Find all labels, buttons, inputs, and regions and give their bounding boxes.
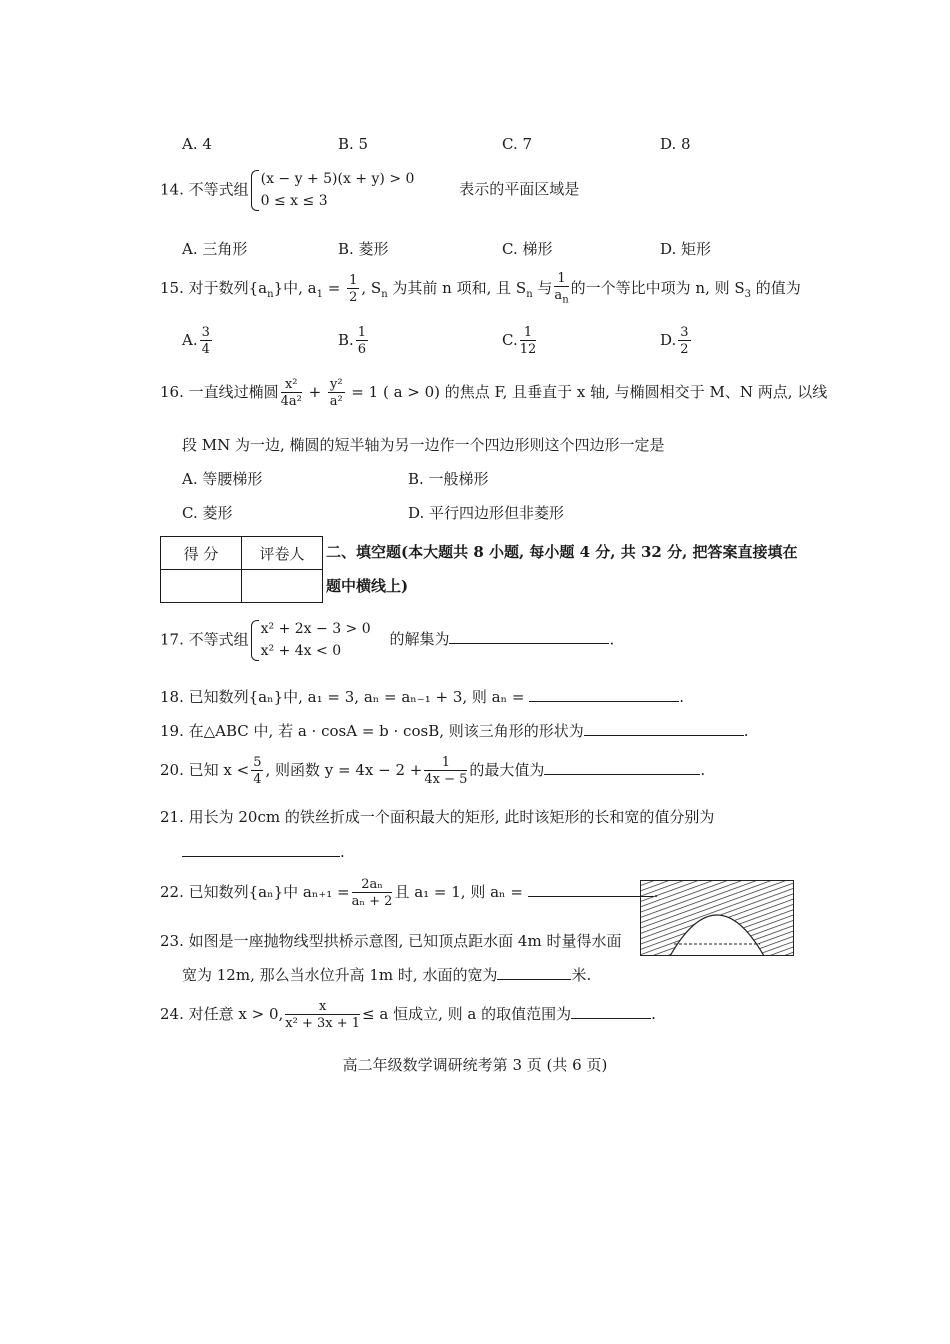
fraction: $\frac{1}{2}$ — [349, 272, 358, 305]
inequality-system: (x − y + 5)(x + y) > 0 0 ≤ x ≤ 3 — [249, 168, 415, 213]
q13-option-a: A. 4 — [182, 135, 212, 153]
score-cell — [161, 570, 242, 603]
score-header: 得 分 — [161, 537, 242, 570]
answer-blank[interactable] — [571, 1004, 651, 1019]
question-16-line2: 段 MN 为一边, 椭圆的短半轴为另一边作一个四边形则这个四边形一定是 — [182, 436, 665, 454]
q14-option-b: B. 菱形 — [338, 240, 389, 258]
grader-header: 评卷人 — [242, 537, 323, 570]
q14-option-a: A. 三角形 — [182, 240, 248, 258]
q16-option-c: C. 菱形 — [182, 504, 233, 522]
q16-option-b: B. 一般梯形 — [408, 470, 489, 488]
page-footer: 高二年级数学调研统考第 3 页 (共 6 页) — [342, 1056, 608, 1074]
answer-blank[interactable] — [544, 760, 700, 775]
question-15: 15. 对于数列$\{a_n\}$中, $a_1$ = $\frac{1}{2}$ , $S_n$ 为其前 n 项和, 且 $S_n$ 与 $\frac{1}{a_n}$ 的一个等比中项为 n, 则 $S_3$ 的值为 — [160, 271, 801, 306]
question-14: 14. 不等式组 (x − y + 5)(x + y) > 0 0 ≤ x ≤ 3 表示的平面区域是 — [160, 168, 579, 213]
question-22: 22. 已知数列{aₙ}中 aₙ₊₁ = $\frac{\text{2aₙ}}{\text{aₙ + 2}}$ 且 a₁ = 1, 则 aₙ = — [160, 878, 658, 908]
question-24: 24. 对任意 x > 0, $\frac{x}{\text{x² + 3x + 1}}$ ≤ a 恒成立, 则 a 的取值范围为 . — [160, 999, 656, 1031]
question-16: 16. 一直线过椭圆 $\frac{\text{x²}}{\text{4a²}}$ + $\frac{\text{y²}}{\text{a²}}$ = 1 ( a > 0) 的焦点 F, 且垂直于 x 轴, 与椭圆相交于 M、N 两点, 以线 — [160, 377, 828, 409]
q15-option-d: D. $\frac{3}{2}$ — [660, 325, 689, 357]
question-21: 21. 用长为 20cm 的铁丝折成一个面积最大的矩形, 此时该矩形的长和宽的值分别为 — [160, 808, 715, 826]
q16-option-d: D. 平行四边形但非菱形 — [408, 504, 565, 522]
q13-option-b: B. 5 — [338, 135, 369, 153]
fraction: $\frac{1}{a_n}$ — [554, 271, 569, 306]
q16-option-a: A. 等腰梯形 — [182, 470, 263, 488]
question-18: 18. 已知数列{aₙ}中, a₁ = 3, aₙ = aₙ₋₁ + 3, 则 aₙ = . — [160, 688, 684, 706]
section-2-heading: 二、填空题(本大题共 8 小题, 每小题 4 分, 共 32 分, 把答案直接填在 — [326, 543, 798, 561]
answer-blank[interactable] — [182, 842, 340, 857]
q14-option-d: D. 矩形 — [660, 240, 712, 258]
q15-option-b: B. $\frac{1}{6}$ — [338, 325, 367, 357]
question-23-line2: 宽为 12m, 那么当水位升高 1m 时, 水面的宽为 米. — [182, 966, 592, 984]
question-17: 17. 不等式组 x² + 2x − 3 > 0 x² + 4x < 0 的解集为 . — [160, 618, 614, 663]
question-21-line2: . — [182, 842, 345, 861]
q14-option-c: C. 梯形 — [502, 240, 553, 258]
answer-blank[interactable] — [497, 965, 571, 980]
q13-option-c: C. 7 — [502, 135, 533, 153]
answer-blank[interactable] — [528, 882, 654, 897]
arch-bridge-diagram — [640, 880, 794, 956]
q15-option-a: A. $\frac{3}{4}$ — [182, 325, 210, 357]
section-2-heading-line2: 题中横线上) — [326, 577, 409, 595]
question-20: 20. 已知 x < $\frac{5}{4}$ , 则函数 y = 4x − 2 + $\frac{1}{4x - 5}$ 的最大值为 . — [160, 755, 706, 787]
score-table — [160, 536, 323, 603]
answer-blank[interactable] — [529, 687, 679, 702]
question-23: 23. 如图是一座抛物线型拱桥示意图, 已知顶点距水面 4m 时量得水面 — [160, 932, 622, 950]
answer-blank[interactable] — [449, 629, 609, 644]
grader-cell — [242, 570, 323, 603]
q13-option-d: D. 8 — [660, 135, 691, 153]
q15-option-c: C. $\frac{1}{12}$ — [502, 325, 537, 357]
answer-blank[interactable] — [584, 721, 744, 736]
question-19: 19. 在△ABC 中, 若 a · cosA = b · cosB, 则该三角形的形状为 . — [160, 722, 749, 740]
